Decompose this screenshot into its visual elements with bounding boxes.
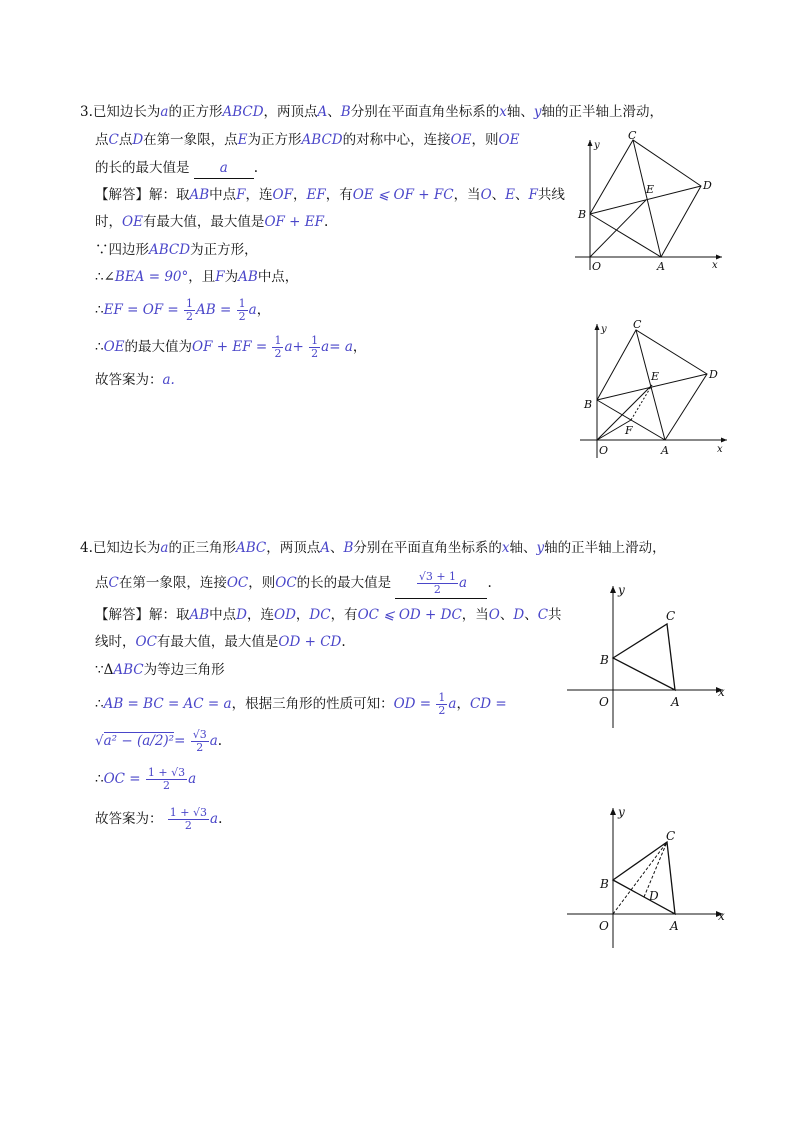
point-label-C: C xyxy=(666,609,676,623)
q4-figure-2 xyxy=(565,800,735,950)
point-label-B: B xyxy=(600,653,609,667)
q3-solution-line6: ∴OE的最大值为OF + EF = $\frac{1}{2}$ a+ $\frac{1}{2}$ a= a， xyxy=(95,334,367,360)
fraction: $\frac{1}{2}$ xyxy=(238,297,246,323)
q3-solution-line1: 【解答】解：取AB中点F，连OF，EF，有OE ⩽ OF + FC，当O、E、F共线 xyxy=(95,187,565,203)
point-label-O: O xyxy=(599,695,609,709)
x-axis-label: x xyxy=(717,444,723,455)
point-label-D: D xyxy=(649,889,659,903)
y-axis-label: y xyxy=(618,805,625,819)
point-label-D: D xyxy=(709,368,718,381)
q3-solution-line2: 时，OE有最大值，最大值是OF + EF. xyxy=(95,214,329,230)
q4-conclusion: 故答案为： $\frac{1 + √3}{2}$ a. xyxy=(95,806,223,832)
point-label-O: O xyxy=(592,260,602,273)
y-axis-label: y xyxy=(594,140,600,151)
point-label-D: D xyxy=(703,179,712,192)
q3-figure-1 xyxy=(570,130,730,275)
q3-solution-line3: ∵四边形ABCD为正方形， xyxy=(95,242,258,258)
point-label-A: A xyxy=(670,919,679,933)
q4-solution-line2: 线时，OC有最大值，最大值是OD + CD. xyxy=(95,634,346,650)
point-label-A: A xyxy=(657,260,665,273)
point-label-B: B xyxy=(600,877,609,891)
q4-solution-line6: ∴OC = $\frac{1 + √3}{2}$ a xyxy=(95,766,197,792)
fraction: $\frac{1 + √3}{2}$ xyxy=(169,806,208,832)
q3-number: 3. xyxy=(80,104,93,120)
point-label-F: F xyxy=(625,424,633,437)
point-label-A: A xyxy=(671,695,680,709)
q3-stem-line3: 的长的最大值是 a . xyxy=(95,158,258,179)
point-label-A: A xyxy=(661,444,669,457)
y-axis-label: y xyxy=(618,583,625,597)
q4-stem-line1: 4.已知边长为a的正三角形ABC，两顶点A、B分别在平面直角坐标系的x轴、y轴的正半轴上滑动， xyxy=(80,540,666,556)
q4-figure-1 xyxy=(565,580,735,730)
point-label-O: O xyxy=(599,444,609,457)
point-label-C: C xyxy=(666,829,676,843)
q4-answer-blank: $\frac{√3 + 1}{2}$ a xyxy=(395,568,487,599)
fraction: $\frac{1}{2}$ xyxy=(186,297,194,323)
point-label-C: C xyxy=(628,130,637,142)
point-label-C: C xyxy=(633,318,642,331)
fraction: $\frac{1}{2}$ xyxy=(438,691,446,717)
x-axis-label: x xyxy=(718,909,725,923)
q4-solution-line3: ∵ΔABC为等边三角形 xyxy=(95,662,225,678)
q3-solution-line5: ∴EF = OF = $\frac{1}{2}$ AB = $\frac{1}{2}$ a， xyxy=(95,297,271,323)
q4-solution-line5: √a² − (a/2)²= $\frac{√3}{2}$ a. xyxy=(95,728,223,754)
sqrt-sign: √ xyxy=(95,733,104,749)
q3-answer-blank: a xyxy=(194,158,254,179)
point-label-E: E xyxy=(646,183,655,196)
fraction: $\frac{√3}{2}$ xyxy=(192,728,207,754)
fraction: $\frac{1}{2}$ xyxy=(274,334,282,360)
fraction: $\frac{√3 + 1}{2}$ xyxy=(418,570,457,596)
point-label-B: B xyxy=(584,398,593,411)
x-axis-label: x xyxy=(718,685,725,699)
point-label-B: B xyxy=(578,208,587,221)
q3-stem-line1: 3.已知边长为a的正方形ABCD，两顶点A、B分别在平面直角坐标系的x轴、y轴的正半轴上滑动， xyxy=(80,104,663,120)
q4-stem-line2: 点C在第一象限，连接OC，则OC的长的最大值是 $\frac{√3 + 1}{2}$ a . xyxy=(95,568,492,599)
fraction: $\frac{1}{2}$ xyxy=(311,334,319,360)
q3-conclusion: 故答案为：a. xyxy=(95,372,175,388)
point-label-E: E xyxy=(651,370,660,383)
q4-solution-line1: 【解答】解：取AB中点D，连OD，DC，有OC ⩽ OD + DC，当O、D、C共 xyxy=(95,607,562,623)
x-axis-label: x xyxy=(712,260,718,271)
q3-figure-2 xyxy=(575,318,735,463)
q4-solution-line4: ∴AB = BC = AC = a，根据三角形的性质可知：OD = $\frac{1}{2}$ a，CD = xyxy=(95,691,507,717)
fraction: $\frac{1 + √3}{2}$ xyxy=(147,766,186,792)
y-axis-label: y xyxy=(601,324,607,335)
q4-number: 4. xyxy=(80,540,93,556)
point-label-O: O xyxy=(599,919,609,933)
q3-stem-line2: 点C点D在第一象限，点E为正方形ABCD的对称中心，连接OE，则OE xyxy=(95,132,520,148)
q3-solution-line4: ∴∠BEA = 90°，且F为AB中点， xyxy=(95,269,299,285)
